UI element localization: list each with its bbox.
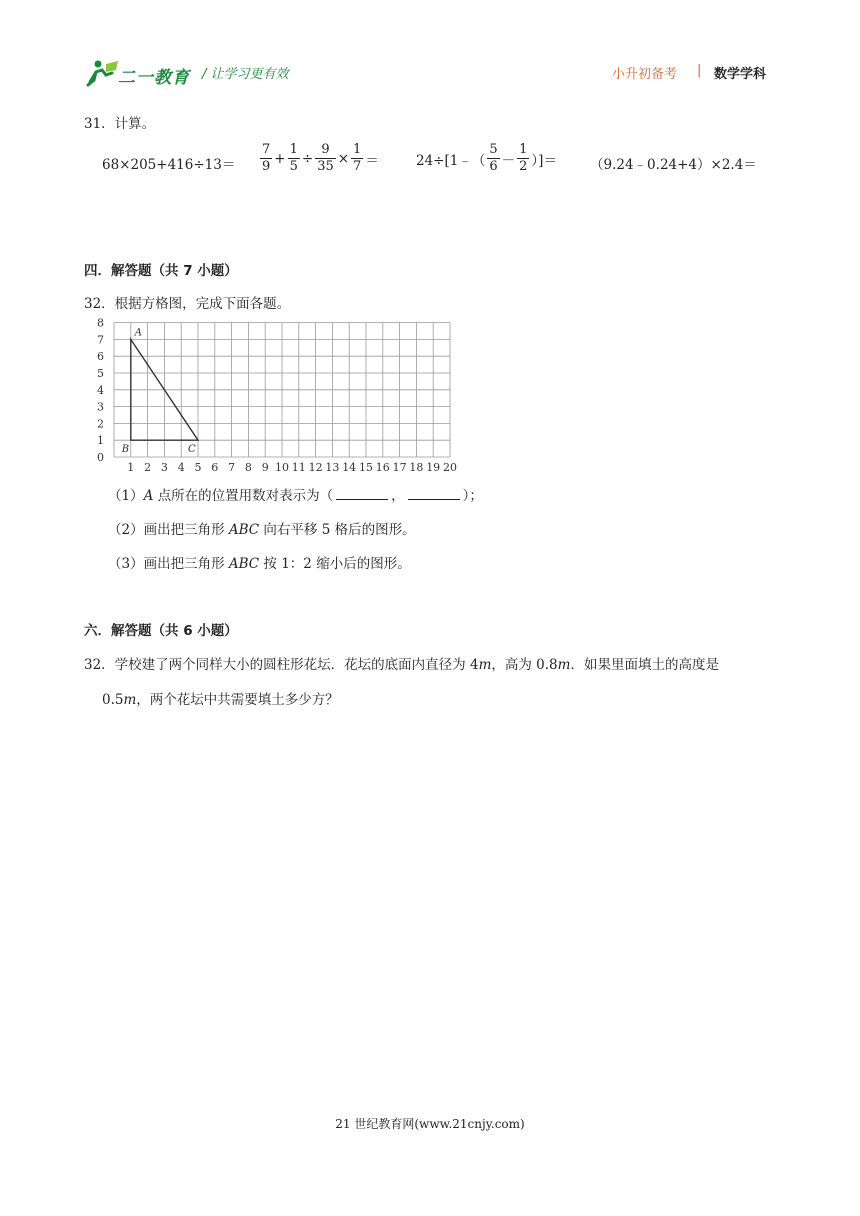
coordinate-grid-chart: [90, 312, 470, 477]
header-separator: |: [697, 63, 702, 78]
answer-blank-1[interactable]: [336, 487, 388, 500]
header-exam-label: 小升初备考: [612, 67, 678, 82]
q31-expr1: 68×205+416÷13＝: [102, 157, 236, 173]
q31-expr2: $\frac{7}{9}$ + $\frac{1}{5}$ ÷ $\frac{9}{35}$ × $\frac{1}{7}$ ＝: [262, 142, 379, 174]
y-tick-label: 7: [97, 333, 104, 347]
y-tick-label: 1: [97, 434, 104, 448]
fraction: $\frac{1}{2}$: [519, 142, 528, 174]
x-tick-label: 7: [228, 461, 236, 474]
x-tick-label: 19: [426, 461, 441, 474]
fraction: $\frac{5}{6}$: [489, 142, 498, 174]
x-tick-label: 14: [342, 461, 357, 474]
vertex-label: B: [121, 444, 130, 456]
q32a-sub3: （3）画出把三角形 ABC 按 1：2 缩小后的图形。: [108, 556, 411, 572]
y-tick-label: 4: [97, 383, 104, 397]
x-tick-label: 18: [409, 461, 424, 474]
x-tick-label: 3: [160, 461, 168, 474]
fraction: $\frac{1}{7}$: [353, 142, 362, 174]
q31-expr3: 24÷[1﹣（ $\frac{5}{6}$ － $\frac{1}{2}$ ）]＝: [416, 142, 557, 174]
x-tick-label: 15: [359, 461, 373, 474]
section-6-title: 六．解答题（共 6 小题）: [84, 623, 238, 639]
answer-blank-2[interactable]: [408, 487, 460, 500]
vertex-label: C: [188, 444, 196, 456]
y-tick-label: 0: [97, 451, 104, 464]
q32b-line1: 32．学校建了两个同样大小的圆柱形花坛．花坛的底面内直径为 4m，高为 0.8m．如果里面填土的高度是: [84, 657, 719, 673]
q31-title: 31．计算。: [84, 116, 156, 132]
x-tick-label: 10: [275, 461, 289, 474]
x-tick-label: 8: [244, 461, 252, 474]
x-tick-label: 5: [194, 461, 202, 474]
x-tick-label: 6: [211, 461, 219, 474]
y-tick-label: 2: [97, 417, 104, 431]
x-tick-label: 17: [392, 461, 407, 474]
x-tick-label: 1: [127, 461, 135, 474]
header-subject-label: 数学学科: [714, 67, 767, 82]
y-tick-label: 6: [97, 350, 104, 364]
q32a-sub2: （2）画出把三角形 ABC 向右平移 5 格后的图形。: [108, 522, 416, 538]
q32b-line2: 0.5m，两个花坛中共需要填土多少方？: [102, 692, 339, 708]
x-tick-label: 4: [177, 461, 185, 474]
x-tick-label: 9: [261, 461, 269, 474]
vertex-label: A: [134, 327, 143, 339]
q32a-title: 32．根据方格图，完成下面各题。: [84, 296, 291, 312]
q32a-sub1: （1）A 点所在的位置用数对表示为（ ， ）；: [108, 488, 483, 504]
y-tick-label: 8: [97, 316, 104, 330]
x-tick-label: 2: [144, 461, 152, 474]
q31-expr4: （9.24﹣0.24+4）×2.4＝: [590, 157, 757, 173]
y-tick-label: 3: [97, 400, 104, 414]
fraction: $\frac{9}{35}$: [317, 142, 334, 174]
x-tick-label: 16: [375, 461, 390, 474]
y-tick-label: 5: [97, 367, 104, 380]
x-tick-label: 20: [443, 461, 457, 474]
fraction: $\frac{7}{9}$: [262, 142, 271, 174]
fraction: $\frac{1}{5}$: [289, 142, 298, 174]
footer-source: 21 世纪教育网(www.21cnjy.com): [335, 1117, 525, 1131]
header-slogan: / 让学习更有效: [202, 67, 289, 82]
x-tick-label: 11: [291, 461, 306, 474]
section-4-title: 四．解答题（共 7 小题）: [84, 263, 238, 279]
x-tick-label: 13: [325, 461, 340, 474]
x-tick-label: 12: [308, 461, 323, 474]
logo-text: 二一教育: [118, 68, 190, 88]
